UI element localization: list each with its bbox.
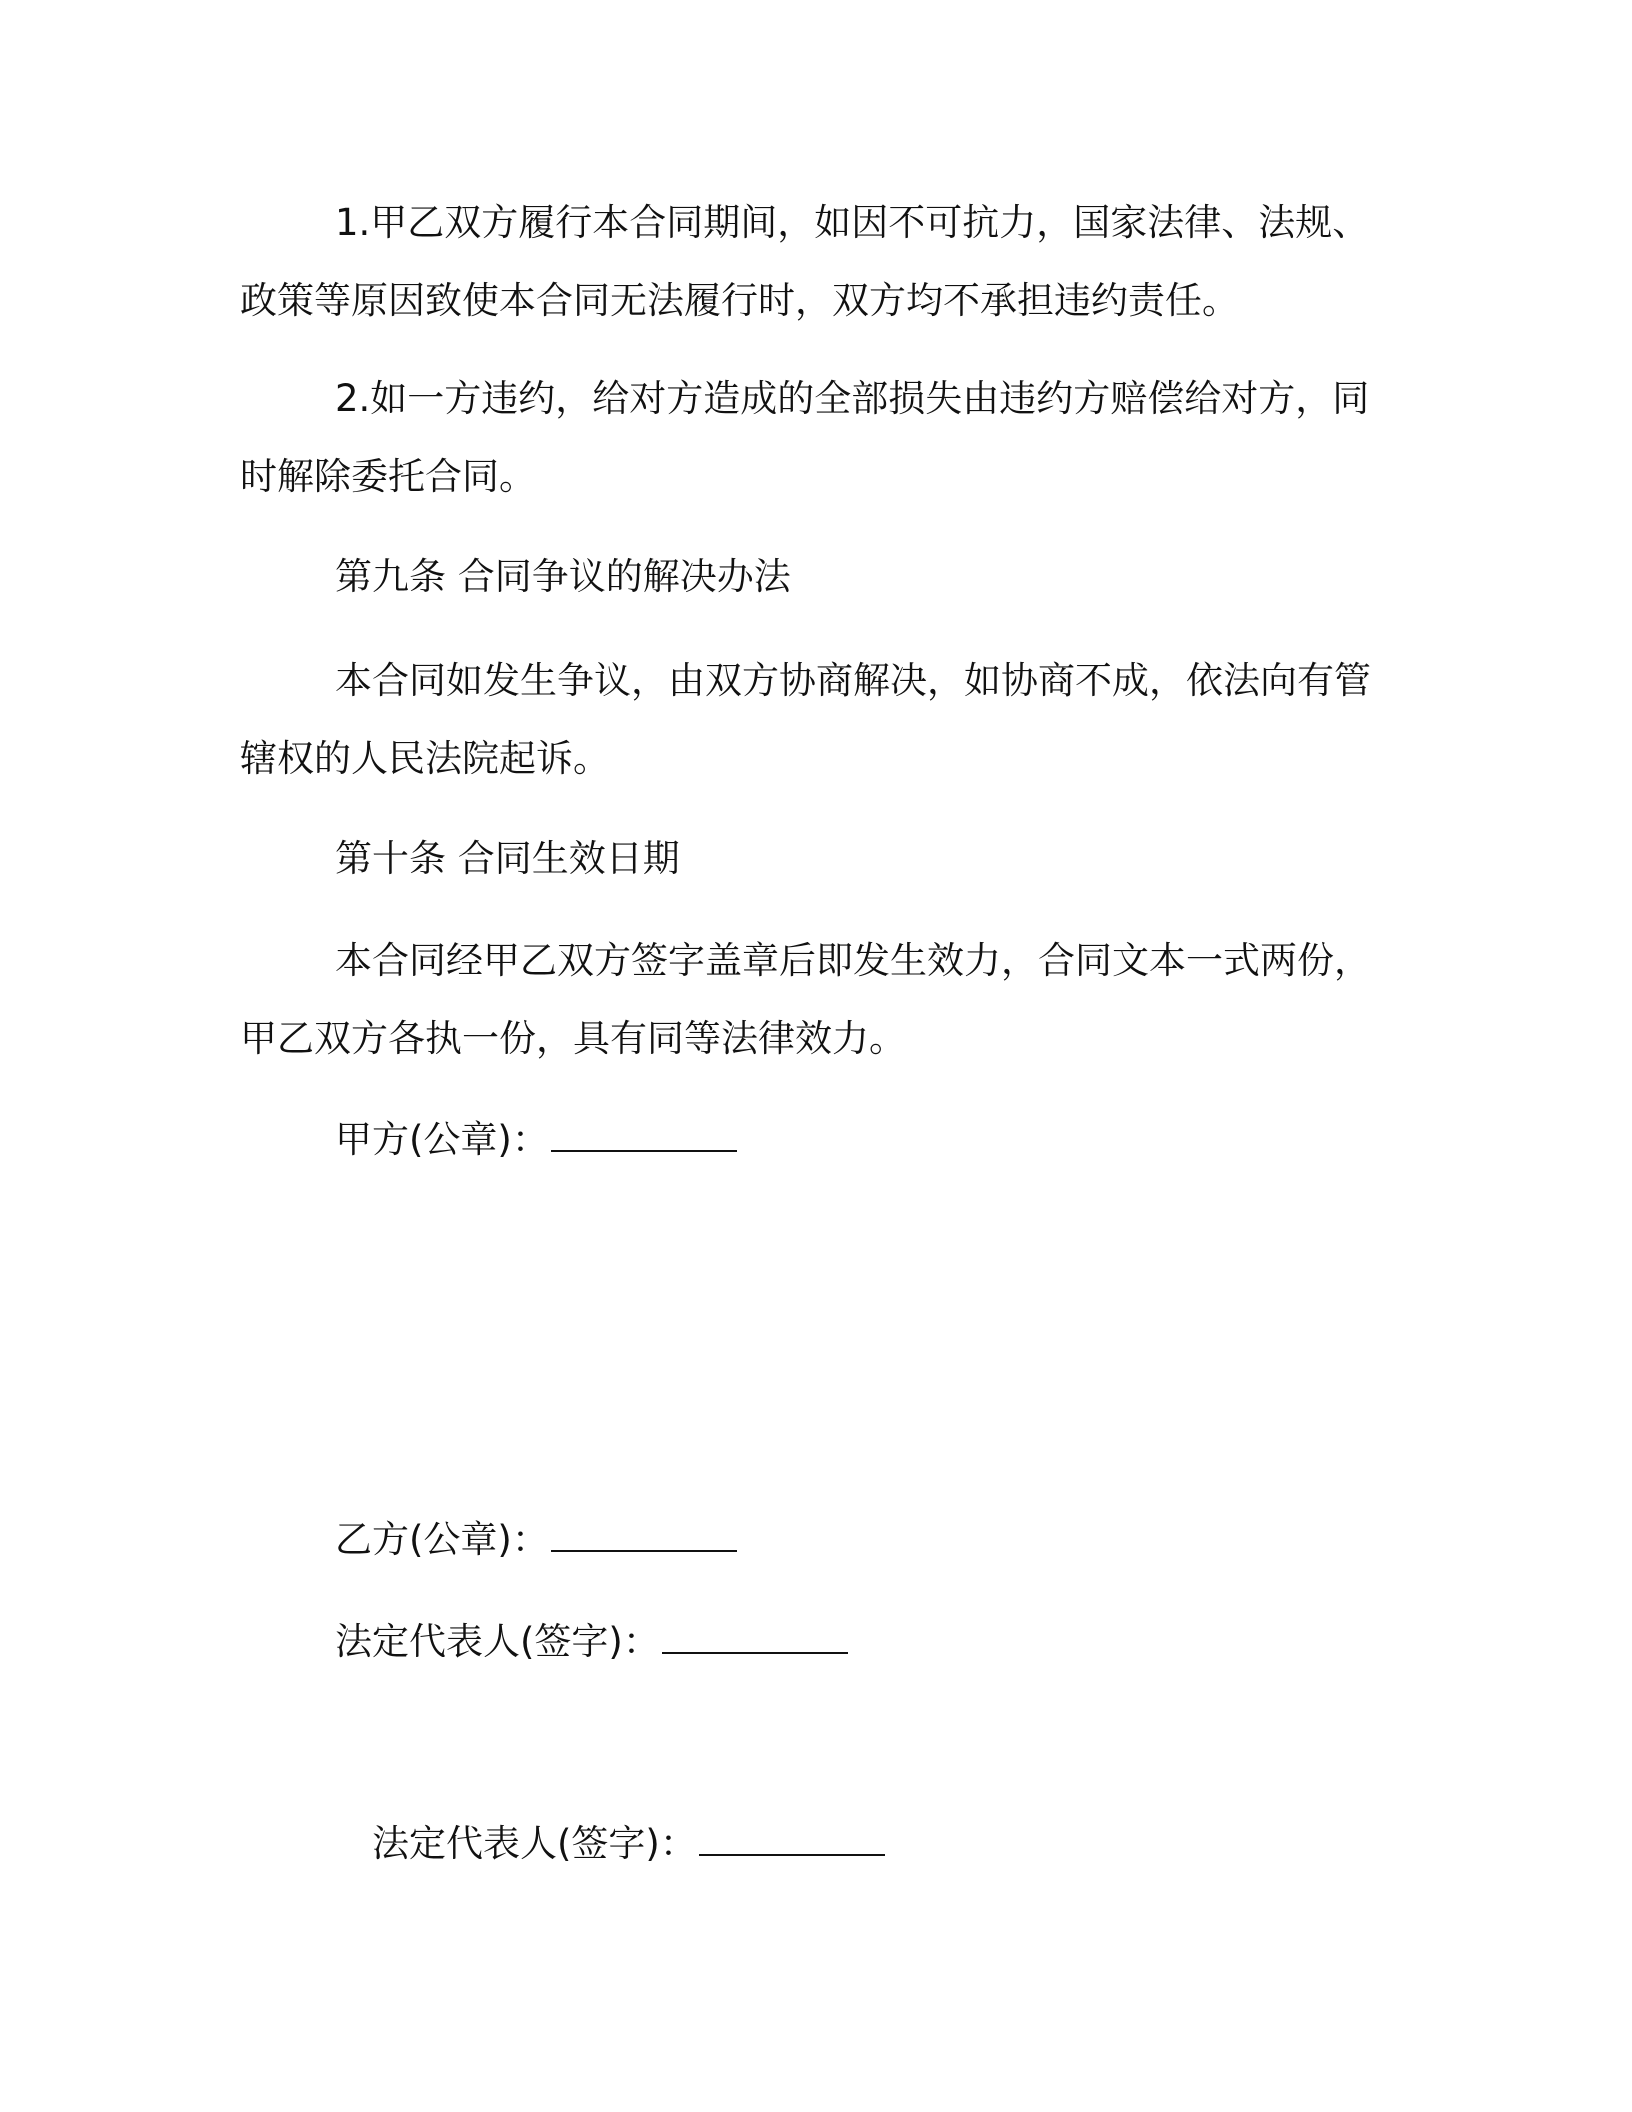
party-b-seal-label: 乙方(公章)：	[335, 1518, 549, 1561]
party-a-seal-label: 甲方(公章)：	[335, 1118, 549, 1161]
party-a-seal-line	[335, 1114, 737, 1165]
legal-rep-blank-1[interactable]	[662, 1616, 848, 1654]
clause9-text: 本合同如发生争议，由双方协商解决，如协商不成，依法向有管辖权的人民法院起诉。	[240, 659, 1371, 780]
party-b-seal-blank[interactable]	[551, 1514, 737, 1552]
clause10-text: 本合同经甲乙双方签字盖章后即发生效力，合同文本一式两份，甲乙双方各执一份，具有同等法律效力。	[240, 939, 1371, 1060]
clause9-heading: 第九条 合同争议的解决办法	[335, 555, 791, 598]
legal-rep-blank-2[interactable]	[699, 1818, 885, 1856]
legal-rep-label-2: 法定代表人(签字)：	[372, 1822, 697, 1865]
clause10-heading: 第十条 合同生效日期	[335, 837, 680, 880]
legal-rep-label-1: 法定代表人(签字)：	[335, 1620, 660, 1663]
legal-rep-signature-line-2	[372, 1818, 885, 1869]
clause8-item1: 1.甲乙双方履行本合同期间，如因不可抗力，国家法律、法规、政策等原因致使本合同无法履行时，双方均不承担违约责任。	[240, 201, 1370, 322]
legal-rep-signature-line-1	[335, 1616, 848, 1667]
party-b-seal-line	[335, 1514, 737, 1565]
party-a-seal-blank[interactable]	[551, 1114, 737, 1152]
clause8-item2: 2.如一方违约，给对方造成的全部损失由违约方赔偿给对方，同时解除委托合同。	[240, 377, 1370, 498]
